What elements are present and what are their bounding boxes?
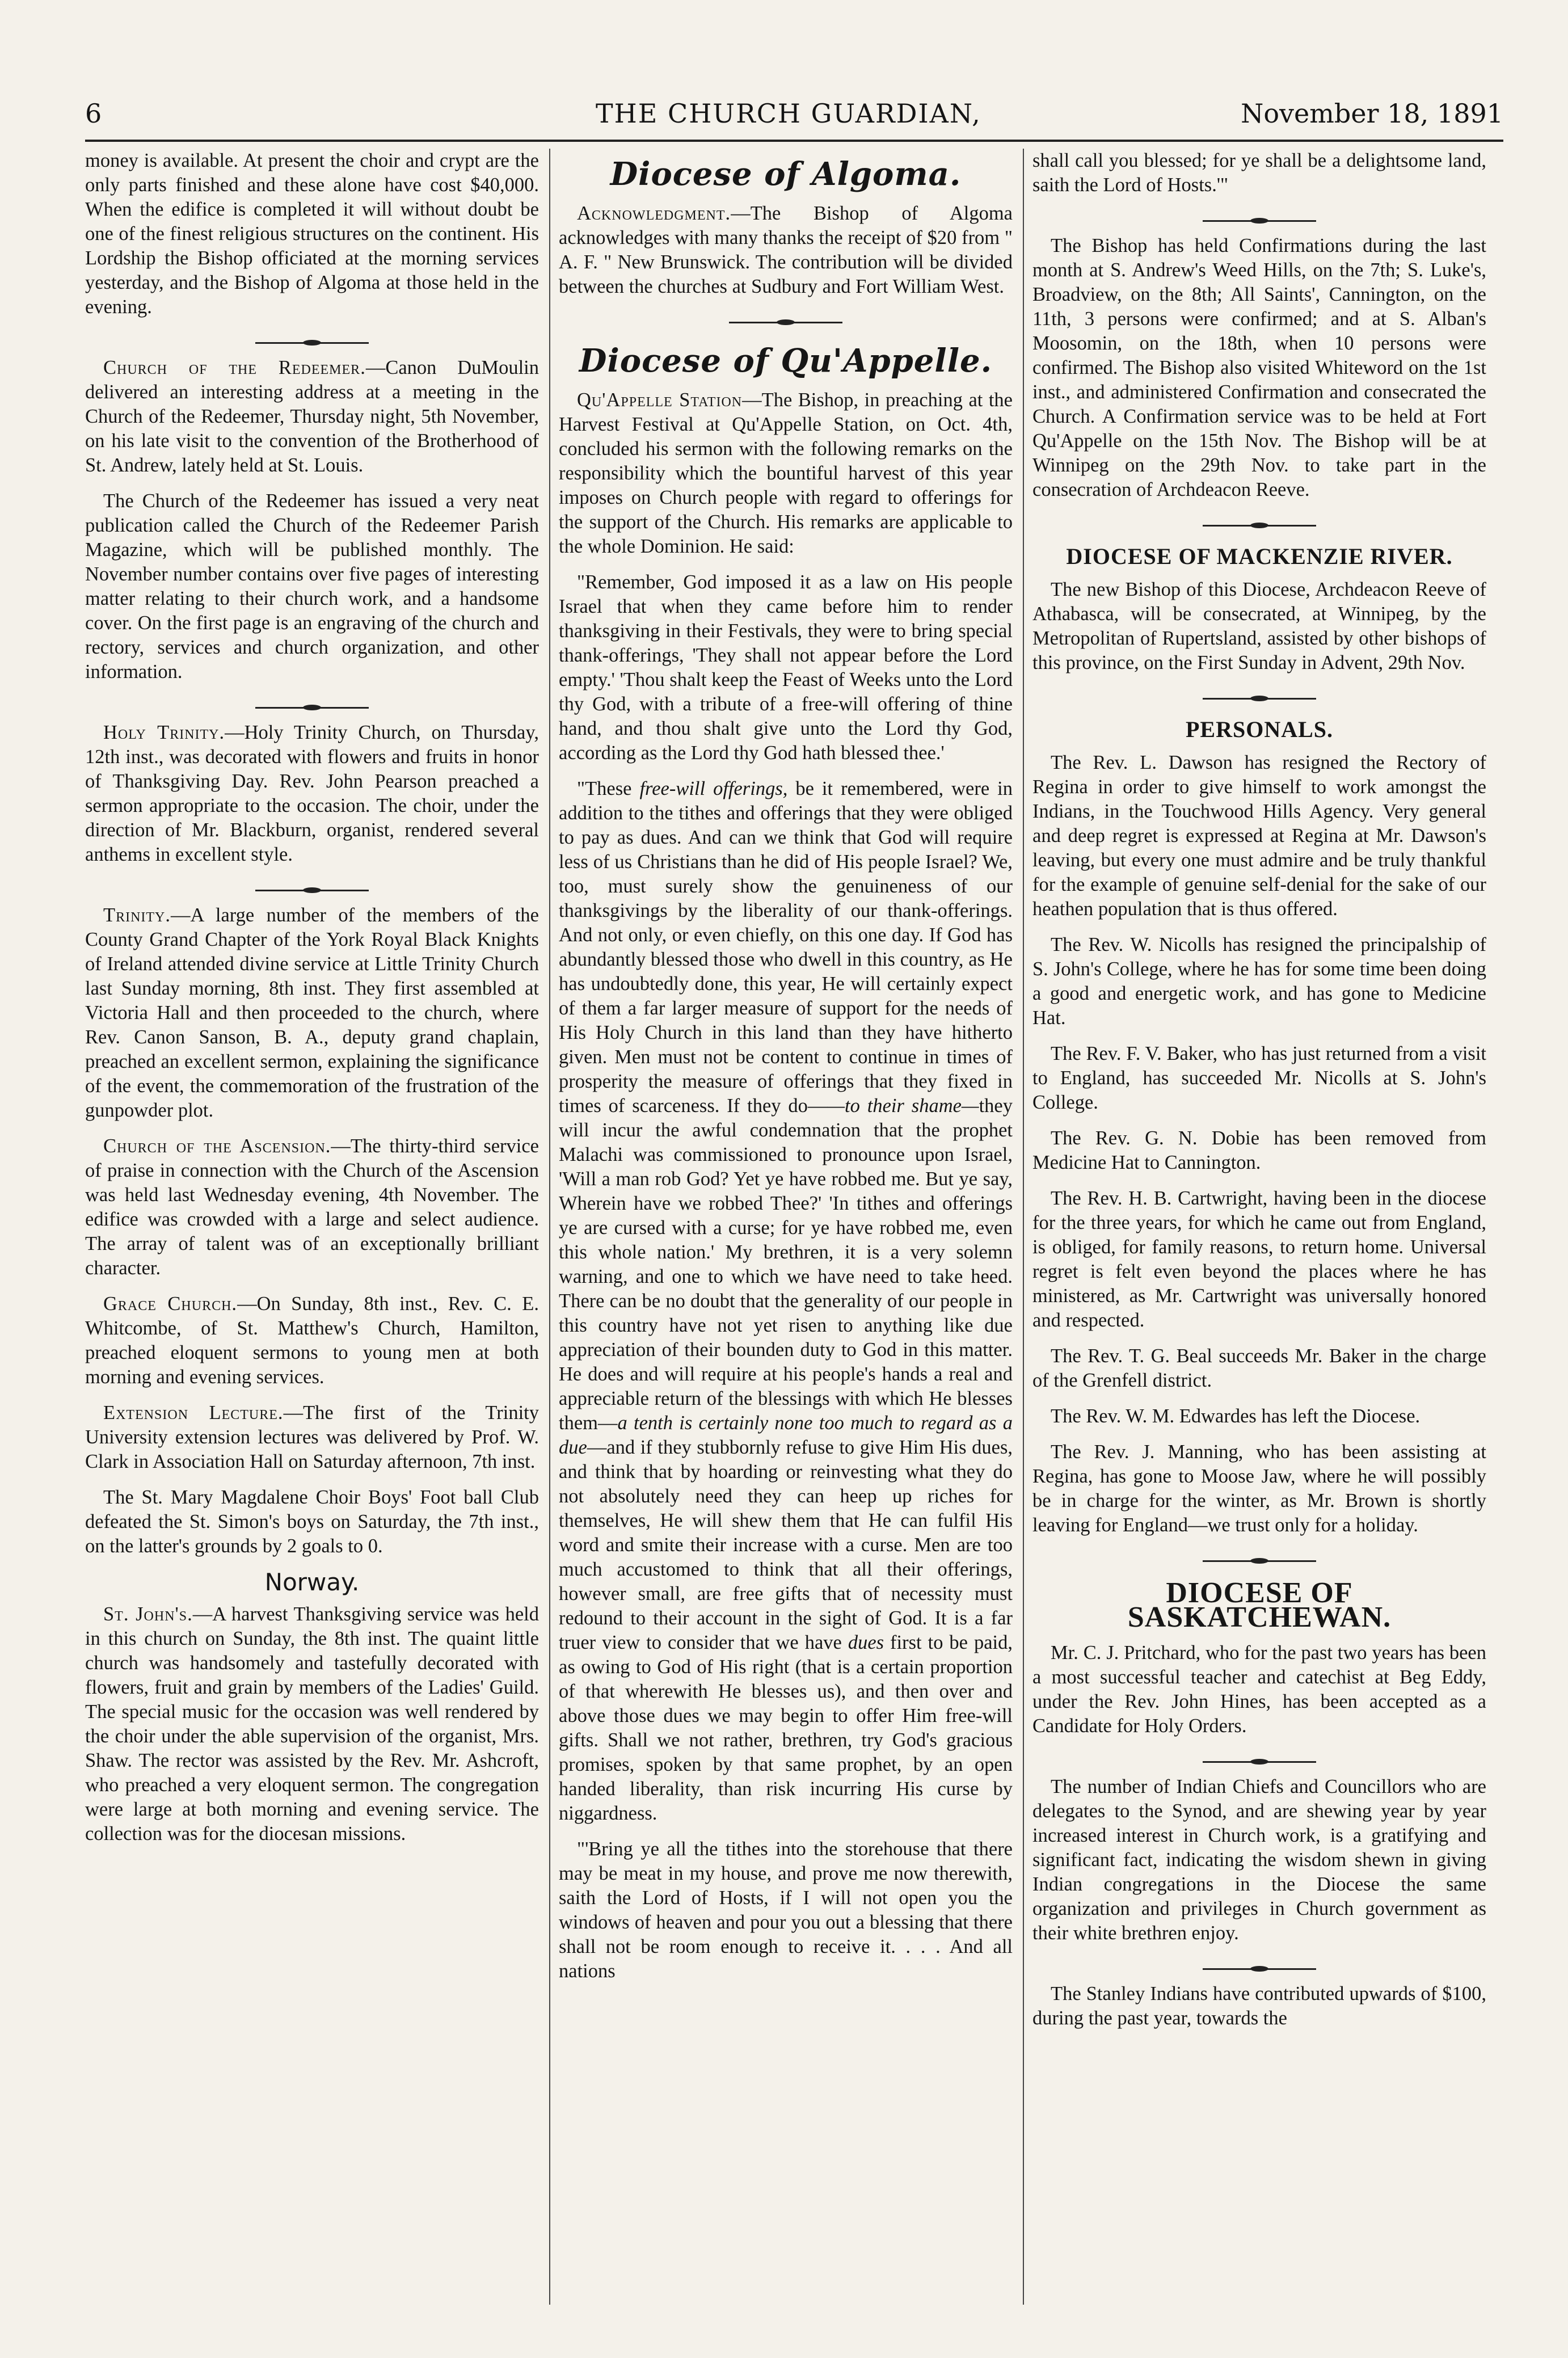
section-separator <box>1032 687 1486 711</box>
paragraph-lead: Church of the Redeemer. <box>103 357 366 378</box>
paragraph: "Remember, God imposed it as a law on His people Israel that when they came before him to render thanksgiving in their Festivals, they were to bring special thank-offerings, 'They shall not appear before the Lord empty.' 'Thou shalt keep the Feast of Weeks unto the Lord thy God, with a tribute of a free-will offering of thine hand, and thou shalt give unto the Lord thy God, according as the Lord thy God hath blessed thee.' <box>559 571 1013 764</box>
column-left <box>85 149 539 2310</box>
paragraph-lead: Acknowledgment. <box>577 203 731 224</box>
paragraph: The St. Mary Magdalene Choir Boys' Foot ball Club defeated the St. Simon's boys on Saturday, the 7th inst., on the latter's grounds by 2 goals to 0. <box>85 1487 539 1557</box>
section-separator <box>559 310 1013 335</box>
header-rule <box>85 140 1503 142</box>
column-right <box>1032 149 1486 2310</box>
paragraph-body: —On Sunday, 8th inst., Rev. C. E. Whitcombe, of St. Matthew's Church, Hamilton, preached eloquent sermons to young men at both morning and evening services. <box>85 1293 539 1388</box>
section-separator <box>85 331 539 356</box>
paragraph-body: —Holy Trinity Church, on Thursday, 12th inst., was decorated with flowers and fruits in honor of Thanksgiving Day. Rev. John Pearson preached a sermon appropriate to the occasion. The choir, under the direction of Mr. Blackburn, organist, rendered several anthems in excellent style. <box>85 722 539 865</box>
paragraph-body: —The Bishop of Algoma acknowledges with many thanks the receipt of $20 from " A. F. " New Brunswick. The contribution will be divided between the churches at Sudbury and Fort William West. <box>559 203 1013 297</box>
text-run: they will incur the awful condemnation that the prophet Malachi was commissioned to pronounce upon Israel, 'Will a man rob God? Yet ye have robbed me. But ye say, Wherein have we robbed Thee?' 'In tithes and offerings ye are cursed with a curse; for ye have robbed me, even this whole nation.' My brethren, it is a very solemn warning, and one to which we have need to take heed. There can be no doubt that the generality of our people in this country have not yet risen to anything like due appreciation of their bounden duty to God in this matter. He does and will require at his people's hands a real and appreciable return of the blessings with which He blesses them— <box>559 1095 1013 1434</box>
section-heading-mackenzie: DIOCESE OF MACKENZIE RIVER. <box>1066 544 1453 569</box>
paragraph: The Rev. F. V. Baker, who has just returned from a visit to England, has succeeded Mr. Nicolls at S. John's College. <box>1032 1043 1486 1113</box>
text-run: —and if they stubbornly refuse to give Him His dues, and think that by hoarding or reinvesting what they do not absolutely need they can heep up riches for themselves, He will shew them that He can fulfil His word and smite their increase with a curse. Men are too much accustomed to think that all their offerings, however small, are free gifts that of necessity must redound to their account in the sight of God. It is a far truer view to consider that we have <box>559 1437 1013 1653</box>
column-divider <box>1023 149 1024 2305</box>
paragraph: The number of Indian Chiefs and Councillors who are delegates to the Synod, and are shewing year by year increased interest in Church work, is a gratifying and significant fact, indicating the wisdom shewn in giving Indian congregations in the Diocese the same organization and privileges in Church government as their white brethren enjoy. <box>1032 1776 1486 1944</box>
paragraph-lead: Church of the Ascension. <box>103 1135 331 1157</box>
paragraph-lead: Trinity. <box>103 904 171 926</box>
paragraph: The Rev. H. B. Cartwright, having been in the diocese for the three years, for which he came out from England, is obliged, for family reasons, to return home. Universal regret is felt even beyond the places where he has ministered, as Mr. Cartwright was universally honored and respected. <box>1032 1188 1486 1331</box>
italic-run: a tenth is certainly none too much to regard as a due <box>559 1412 1013 1458</box>
paragraph <box>559 201 1013 299</box>
paragraph-body: —The thirty-third service of praise in connection with the Church of the Ascension was held last Wednesday evening, 4th November. The edifice was crowded with a large and select audience. The array of talent was of an exceptionally brilliant character. <box>85 1135 539 1279</box>
italic-run: free-will offerings, <box>639 778 788 799</box>
paragraph <box>85 356 539 478</box>
paragraph: shall call you blessed; for ye shall be a delightsome land, saith the Lord of Hosts.'" <box>1032 150 1486 196</box>
paragraph-lead: Holy Trinity. <box>103 722 225 743</box>
paragraph-lead: St. John's. <box>103 1603 193 1625</box>
paragraph: "'Bring ye all the tithes into the storehouse that there may be meat in my house, and prove me now therewith, saith the Lord of Hosts, if I will not open you the windows of heaven and pour you out a blessing that there shall not be room enough to receive it. . . . And all nations <box>559 1838 1013 1982</box>
paragraph-body: —The first of the Trinity University extension lectures was delivered by Prof. W. Clark in Association Hall on Saturday afternoon, 7th inst. <box>85 1402 539 1472</box>
section-separator <box>1032 1549 1486 1574</box>
paragraph: The Rev. T. G. Beal succeeds Mr. Baker in the charge of the Grenfell district. <box>1032 1345 1486 1391</box>
paragraph-lead: Qu'Appelle Station <box>577 389 743 411</box>
paragraph: The Rev. L. Dawson has resigned the Rectory of Regina in order to give himself to work amongst the Indians, in the Touchwood Hills Agency. Very general and deep regret is expressed at Regina at Mr. Dawson's leaving, but every one must admire and be truly thankful for the example of genuine self-denial for the sake of our heathen population that is thus offered. <box>1032 752 1486 920</box>
paragraph: The Rev. W. M. Edwardes has left the Diocese. <box>1051 1405 1421 1427</box>
paragraph-lead: Grace Church. <box>103 1293 238 1315</box>
paragraph <box>85 1134 539 1281</box>
paragraph <box>85 1401 539 1474</box>
text-run: first to be paid, as owing to God of His right (that is a certain proportion of that wherewith He blesses us), and then over and above those dues we may begin to offer Him free-will gifts. Shall we not rather, brethren, try God's gracious promises, spoken by that same prophet, by an open handed liberality, than risk incurring His curse by niggardness. <box>559 1632 1013 1824</box>
text-run: "These <box>577 778 640 799</box>
paragraph <box>85 903 539 1123</box>
paragraph <box>85 1292 539 1389</box>
section-separator <box>1032 1957 1486 1982</box>
italic-run: —to their shame— <box>827 1095 979 1117</box>
section-heading-saskatchewan: DIOCESE OF SASKATCHEWAN. <box>1127 1577 1392 1633</box>
paragraph <box>85 1602 539 1846</box>
paragraph: The Stanley Indians have contributed upwards of $100, during the past year, towards the <box>1032 1983 1486 2029</box>
masthead <box>85 95 1503 132</box>
page-number: 6 <box>85 98 102 129</box>
paragraph-lead: Extension Lecture. <box>103 1402 284 1424</box>
column-divider <box>549 149 550 2305</box>
section-heading-algoma: Diocese of Algoma. <box>610 155 962 193</box>
section-heading-norway: Norway. <box>264 1568 360 1596</box>
paragraph: The Bishop has held Confirmations during the last month at S. Andrew's Weed Hills, on the 7th; S. Luke's, Broadview, on the 8th; All Saints', Cannington, on the 11th, 3 persons were confirmed; and at S. Alban's Moosomin, on the 18th, when 10 persons were confirmed. The Bishop also visited Whiteword on the 1st inst., and administered Confirmation and consecrated the Church. A Confirmation service was to be held at Fort Qu'Appelle on the 15th Nov. The Bishop will be at Winnipeg on the 29th Nov. to take part in the consecration of Archdeacon Reeve. <box>1032 235 1486 500</box>
paragraph: Mr. C. J. Pritchard, who for the past two years has been a most successful teacher and catechist at Beg Eddy, under the Rev. John Hines, has been accepted as a Candidate for Holy Orders. <box>1032 1642 1486 1737</box>
paragraph: money is available. At present the choir and crypt are the only parts finished and these alone have cost $40,000. When the edifice is completed it will without doubt be one of the finest religious structures on the continent. His Lordship the Bishop officiated at the morning services yesterday, and the Bishop of Algoma at those held in the evening. <box>85 150 539 318</box>
paragraph: The Church of the Redeemer has issued a very neat publication called the Church of the Redeemer Parish Magazine, which will be published monthly. The November number contains over five pages of interesting matter relating to their church work, and a handsome cover. On the first page is an engraving of the church and rectory, services and church organization, and other information. <box>85 490 539 683</box>
section-separator <box>1032 1750 1486 1775</box>
newspaper-title: THE CHURCH GUARDIAN, <box>596 98 981 129</box>
paragraph <box>559 388 1013 559</box>
paragraph-body: —Canon DuMoulin delivered an interesting address at a meeting in the Church of the Redeemer, Thursday night, 5th November, on his late visit to the convention of the Brotherhood of St. Andrew, lately held at St. Louis. <box>85 357 539 476</box>
paragraph <box>85 721 539 867</box>
issue-date: November 18, 1891 <box>1241 98 1503 129</box>
paragraph-body: —A large number of the members of the County Grand Chapter of the York Royal Black Knights of Ireland attended divine service at Little Trinity Church last Sunday morning, 8th inst. They first assembled at Victoria Hall and then proceeded to the church, where Rev. Canon Sanson, B. A., deputy grand chaplain, preached an excellent sermon, explaining the significance of the event, the commemoration of the frustration of the gunpowder plot. <box>85 904 539 1121</box>
paragraph: The Rev. G. N. Dobie has been removed from Medicine Hat to Cannington. <box>1032 1127 1486 1173</box>
text-run: be it remembered, were in addition to the tithes and offerings that they were obliged to pay as dues. And can we think that God will require less of us Christians than he did of His people Israel? We, too, must surely show the genuineness of our thanksgivings by the liberality of our thank-offerings. And not only, or even chiefly, on this one day. If God has abundantly blessed those who dwell in this country, as He has undoubtedly done, this year, He will certainly expect of them a far larger measure of support for the needs of His Holy Church in this land than they have hitherto given. Men must not be content to continue in times of prosperity the measure of offerings that they fixed in times of scarceness. If they do— <box>559 778 1013 1117</box>
paragraph: The Rev. W. Nicolls has resigned the principalship of S. John's College, where he has for some time been doing a good and energetic work, and has gone to Medicine Hat. <box>1032 934 1486 1029</box>
section-heading-personals: PERSONALS. <box>1185 717 1334 742</box>
section-separator <box>1032 513 1486 538</box>
column-middle <box>559 149 1013 2310</box>
paragraph <box>559 777 1013 1826</box>
paragraph: The Rev. J. Manning, who has been assisting at Regina, has gone to Moose Jaw, where he will possibly be in charge for the winter, as Mr. Brown is shortly leaving for England—we trust only for a holiday. <box>1032 1441 1486 1536</box>
italic-run: dues <box>848 1632 884 1653</box>
section-separator <box>85 878 539 903</box>
section-heading-quappelle: Diocese of Qu'Appelle. <box>579 342 993 380</box>
paragraph-body: —The Bishop, in preaching at the Harvest Festival at Qu'Appelle Station, on Oct. 4th, concluded his sermon with the following remarks on the responsibility which the bountiful harvest of this year imposes on Church people with regard to offerings for the support of the Church. His remarks are applicable to the whole Dominion. He said: <box>559 389 1013 557</box>
section-separator <box>85 696 539 721</box>
paragraph-body: —A harvest Thanksgiving service was held in this church on Sunday, the 8th inst. The quaint little church was handsomely and tastefully decorated with flowers, fruit and grain by members of the Ladies' Guild. The special music for the occasion was well rendered by the choir under the able supervision of the organist, Mrs. Shaw. The rector was assisted by the Rev. Mr. Ashcroft, who preached a very eloquent sermon. The congregation were large at both morning and evening service. The collection was for the diocesan missions. <box>85 1603 539 1845</box>
paragraph: The new Bishop of this Diocese, Archdeacon Reeve of Athabasca, will be consecrated, at Winnipeg, by the Metropolitan of Rupertsland, assisted by other bishops of this province, on the First Sunday in Advent, 29th Nov. <box>1032 579 1486 673</box>
section-separator <box>1032 209 1486 234</box>
